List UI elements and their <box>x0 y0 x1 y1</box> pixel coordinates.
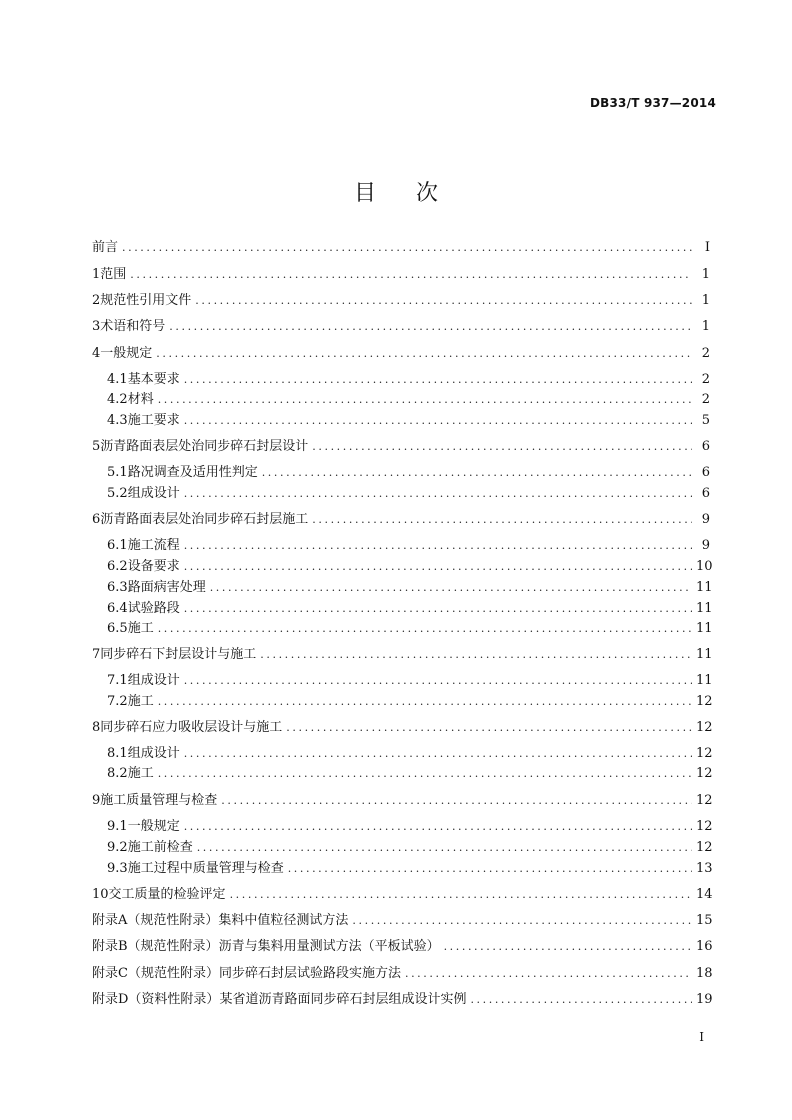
toc-entry[interactable] <box>92 716 713 735</box>
toc-number: 1 <box>92 267 101 282</box>
toc-subentry[interactable] <box>107 617 713 636</box>
toc-entry[interactable] <box>92 789 713 808</box>
toc-number: 附录D（资料性附录） <box>92 992 220 1007</box>
toc-page-number: 2 <box>701 392 710 407</box>
toc-leader-dots <box>221 794 692 807</box>
toc-label: 施工流程 <box>127 538 180 553</box>
title-char-1: 目 <box>353 181 376 206</box>
toc-leader-dots <box>470 993 692 1006</box>
toc-number: 9.2 <box>107 840 128 855</box>
toc-subentry[interactable] <box>107 597 713 616</box>
toc-page-number: 1 <box>701 267 710 282</box>
toc-leader-dots <box>156 347 692 360</box>
toc-number: 5.2 <box>107 486 128 501</box>
document-code: DB33/T 937—2014 <box>590 96 716 110</box>
toc-page-number: 15 <box>696 913 713 928</box>
toc-entry[interactable] <box>92 909 713 928</box>
toc-label: 范围 <box>100 267 127 282</box>
toc-entry[interactable] <box>92 508 710 526</box>
toc-label: 施工 <box>127 766 154 781</box>
toc-number: 8.2 <box>107 766 128 781</box>
toc-page-number: I <box>704 240 710 255</box>
toc-entry[interactable] <box>92 435 710 453</box>
toc-leader-dots <box>210 581 692 594</box>
toc-number: 8 <box>92 720 101 735</box>
toc-leader-dots <box>312 513 692 526</box>
toc-number: 6.3 <box>107 580 128 595</box>
toc-leader-dots <box>184 487 692 500</box>
toc-page-number: 12 <box>696 819 713 834</box>
toc-number: 7 <box>92 647 101 662</box>
toc-entry[interactable] <box>92 988 713 1007</box>
page-title <box>0 176 792 207</box>
toc-page-number: 12 <box>696 840 713 855</box>
toc-leader-dots <box>169 320 692 333</box>
toc-page-number: 6 <box>701 465 710 480</box>
toc-page-number: 12 <box>696 694 713 709</box>
toc-label: 组成设计 <box>127 486 180 501</box>
toc-page-number: 16 <box>696 939 713 954</box>
toc-leader-dots <box>195 294 692 307</box>
toc-page-number: 12 <box>696 720 713 735</box>
toc-label: 规范性引用文件 <box>100 293 192 308</box>
toc-label: 同步碎石应力吸收层设计与施工 <box>100 720 283 735</box>
toc-number: 4.1 <box>107 372 128 387</box>
toc-label: 沥青路面表层处治同步碎石封层设计 <box>100 439 309 454</box>
toc-label: 集料中值粒径测试方法 <box>218 913 349 928</box>
toc-label: 施工前检查 <box>127 840 193 855</box>
toc-entry[interactable] <box>92 236 710 254</box>
toc-label: 施工质量管理与检查 <box>100 793 218 808</box>
toc-entry[interactable] <box>92 962 713 981</box>
toc-number: 6 <box>92 512 101 527</box>
toc-leader-dots <box>158 393 692 406</box>
toc-leader-dots <box>184 414 692 427</box>
toc-page-number: 12 <box>696 746 713 761</box>
toc-page-number: 14 <box>696 887 713 902</box>
toc-number: 2 <box>92 293 101 308</box>
toc-leader-dots <box>158 695 692 708</box>
toc-leader-dots <box>184 602 692 615</box>
toc-page-number: 6 <box>701 439 710 454</box>
toc-subentry[interactable] <box>107 742 713 761</box>
toc-leader-dots <box>288 862 692 875</box>
title-char-2: 次 <box>416 181 439 206</box>
toc-leader-dots <box>197 841 692 854</box>
toc-page-number: 2 <box>701 372 710 387</box>
toc-page-number: 13 <box>696 861 713 876</box>
toc-leader-dots <box>184 560 692 573</box>
toc-page-number: 9 <box>701 512 710 527</box>
toc-entry[interactable] <box>92 289 710 307</box>
toc-number: 9.1 <box>107 819 128 834</box>
toc-subentry[interactable] <box>107 555 713 574</box>
toc-page-number: 18 <box>696 966 713 981</box>
toc-number: 附录C（规范性附录） <box>92 966 219 981</box>
toc-leader-dots <box>184 820 692 833</box>
toc-number: 4.2 <box>107 392 128 407</box>
toc-page-number: 11 <box>696 673 713 688</box>
toc-leader-dots <box>130 268 692 281</box>
toc-number: 8.1 <box>107 746 128 761</box>
toc-leader-dots <box>312 440 692 453</box>
toc-leader-dots <box>260 648 692 661</box>
toc-number: 5.1 <box>107 465 128 480</box>
toc-page-number: 12 <box>696 766 713 781</box>
toc-entry[interactable] <box>92 342 710 360</box>
toc-label: 组成设计 <box>127 673 180 688</box>
toc-number: 附录A（规范性附录） <box>92 913 219 928</box>
toc-number: 3 <box>92 319 101 334</box>
toc-label: 同步碎石封层试验路段实施方法 <box>218 966 401 981</box>
toc-label: 沥青路面表层处治同步碎石封层施工 <box>100 512 309 527</box>
toc-leader-dots <box>262 466 692 479</box>
toc-label: 前言 <box>92 240 119 255</box>
toc-label: 材料 <box>127 392 154 407</box>
toc-subentry[interactable] <box>107 368 710 386</box>
toc-number: 5 <box>92 439 101 454</box>
toc-subentry[interactable] <box>107 576 713 595</box>
toc-leader-dots <box>230 888 692 901</box>
page-number: I <box>699 1030 704 1044</box>
toc-leader-dots <box>444 940 692 953</box>
toc-leader-dots <box>352 914 692 927</box>
toc-subentry[interactable] <box>107 534 710 552</box>
toc-label: 设备要求 <box>127 559 180 574</box>
toc-subentry[interactable] <box>107 482 710 500</box>
toc-page-number: 11 <box>696 647 713 662</box>
toc-number: 9 <box>92 793 101 808</box>
toc-page-number: 11 <box>696 621 713 636</box>
toc-number: 7.2 <box>107 694 128 709</box>
toc-page-number: 2 <box>701 346 710 361</box>
toc-subentry[interactable] <box>107 669 713 688</box>
toc-label: 试验路段 <box>127 601 180 616</box>
toc-label: 施工 <box>127 694 154 709</box>
toc-subentry[interactable] <box>107 836 713 855</box>
toc-number: 7.1 <box>107 673 128 688</box>
toc-leader-dots <box>122 241 692 254</box>
toc-entry[interactable] <box>92 315 710 333</box>
toc-leader-dots <box>405 967 692 980</box>
toc-label: 同步碎石下封层设计与施工 <box>100 647 257 662</box>
toc-label: 施工过程中质量管理与检查 <box>127 861 284 876</box>
toc-leader-dots <box>184 373 692 386</box>
toc-leader-dots <box>158 622 692 635</box>
toc-label: 一般规定 <box>100 346 153 361</box>
toc-number: 4.3 <box>107 413 128 428</box>
toc-leader-dots <box>158 767 692 780</box>
toc-subentry[interactable] <box>107 815 713 834</box>
toc-number: 6.5 <box>107 621 128 636</box>
toc-subentry[interactable] <box>107 690 713 709</box>
toc-subentry[interactable] <box>107 388 710 406</box>
toc-page-number: 6 <box>701 486 710 501</box>
toc-subentry[interactable] <box>107 461 710 479</box>
toc-page-number: 5 <box>701 413 710 428</box>
toc-leader-dots <box>184 674 692 687</box>
toc-page-number: 1 <box>701 293 710 308</box>
toc-number: 6.1 <box>107 538 128 553</box>
toc-entry[interactable] <box>92 883 713 902</box>
toc-page-number: 1 <box>701 319 710 334</box>
toc-subentry[interactable] <box>107 409 710 427</box>
toc-label: 施工要求 <box>127 413 180 428</box>
toc-page-number: 9 <box>701 538 710 553</box>
toc-page-number: 12 <box>696 793 713 808</box>
toc-number: 6.2 <box>107 559 128 574</box>
toc-number: 10 <box>92 887 109 902</box>
toc-entry[interactable] <box>92 263 710 281</box>
toc-entry[interactable] <box>92 643 713 662</box>
toc-label: 术语和符号 <box>100 319 166 334</box>
toc-leader-dots <box>286 721 692 734</box>
toc-label: 沥青与集料用量测试方法（平板试验） <box>218 939 440 954</box>
toc-leader-dots <box>184 539 692 552</box>
toc-subentry[interactable] <box>107 857 713 876</box>
toc-leader-dots <box>184 747 692 760</box>
toc-label: 基本要求 <box>127 372 180 387</box>
toc-label: 施工 <box>127 621 154 636</box>
toc-label: 路面病害处理 <box>127 580 206 595</box>
toc-label: 某省道沥青路面同步碎石封层组成设计实例 <box>219 992 467 1007</box>
toc-number: 6.4 <box>107 601 128 616</box>
toc-label: 交工质量的检验评定 <box>108 887 226 902</box>
toc-label: 一般规定 <box>127 819 180 834</box>
toc-page-number: 10 <box>696 559 713 574</box>
toc-label: 路况调查及适用性判定 <box>127 465 258 480</box>
toc-subentry[interactable] <box>107 762 713 781</box>
toc-number: 附录B（规范性附录） <box>92 939 219 954</box>
toc-page-number: 11 <box>696 601 713 616</box>
toc-entry[interactable] <box>92 935 713 954</box>
toc-page-number: 19 <box>696 992 713 1007</box>
toc-number: 9.3 <box>107 861 128 876</box>
toc-number: 4 <box>92 346 101 361</box>
toc-label: 组成设计 <box>127 746 180 761</box>
toc-page-number: 11 <box>696 580 713 595</box>
